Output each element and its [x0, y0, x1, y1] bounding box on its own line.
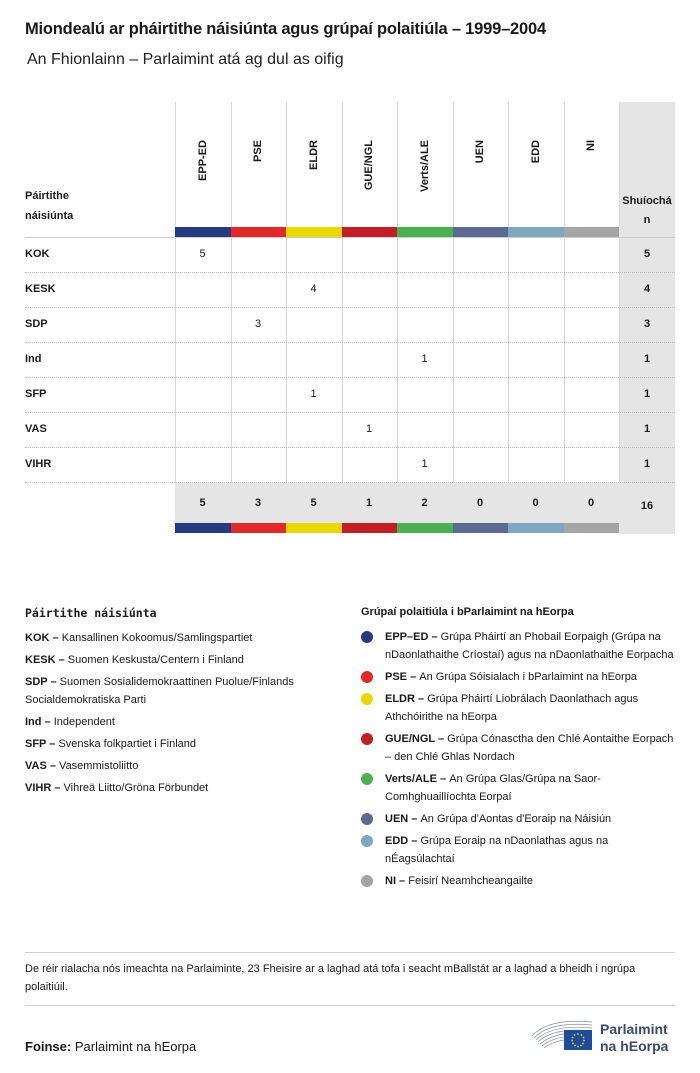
- group-header-label: ELDR: [307, 140, 320, 170]
- party-name: Suomen Keskusta/Centern i Finland: [67, 654, 244, 666]
- party-legend-item: SFP – Svenska folkpartiet i Finland: [25, 738, 197, 750]
- seats-header-line-2: n: [643, 214, 651, 226]
- group-column-header: [175, 102, 231, 227]
- party-legend-item: VIHR – Vihreä Liitto/Gröna Förbundet: [25, 782, 209, 794]
- group-color-dot-icon: [361, 733, 373, 745]
- party-code: VIHR: [25, 782, 52, 794]
- group-color-dot-icon: [361, 671, 373, 683]
- group-header-label: EDD: [529, 140, 542, 164]
- group-legend-item: NI – Feisirí Neamhcheangailte: [361, 872, 679, 890]
- party-code: KESK: [25, 654, 56, 666]
- group-name: An Grúpa Glas/Grúpa na Saor-Comhghuaillíochta Eorpaí: [385, 773, 601, 803]
- national-parties-legend: [25, 606, 345, 801]
- party-seat-total: 3: [643, 318, 651, 330]
- group-column-header: [508, 102, 564, 227]
- group-total: 0: [532, 497, 539, 509]
- group-legend-item: GUE/NGL – Grúpa Cónasctha den Chlé Aontaithe Eorpach – den Chlé Ghlas Nordach: [361, 730, 679, 766]
- group-color-bar: [286, 523, 342, 533]
- logo-line-2: na hEorpa: [600, 1038, 669, 1054]
- group-color-bar: [564, 523, 620, 533]
- group-code: PSE: [385, 671, 408, 683]
- divider: [25, 1005, 675, 1006]
- group-color-bar: [175, 227, 231, 237]
- party-name: Svenska folkpartiet i Finland: [58, 738, 197, 750]
- seat-count-cell: 4: [310, 283, 317, 295]
- party-row-label: Ind: [25, 353, 42, 365]
- party-row-label: KESK: [25, 283, 56, 295]
- group-total: 2: [421, 497, 428, 509]
- group-total: 0: [587, 497, 595, 509]
- group-code: Verts/ALE: [385, 773, 437, 785]
- group-code: EPP–ED: [385, 631, 429, 643]
- party-name: Kansallinen Kokoomus/Samlingspartiet: [61, 632, 253, 644]
- divider: [25, 952, 675, 953]
- party-code: SFP: [25, 738, 47, 750]
- row-divider: [25, 272, 675, 273]
- party-name: Independent: [53, 716, 115, 728]
- source-value: Parlaimint na hEorpa: [74, 1039, 197, 1054]
- group-color-dot-icon: [361, 773, 373, 785]
- party-legend-item: KESK – Suomen Keskusta/Centern i Finland: [25, 654, 244, 666]
- group-color-dot-icon: [361, 631, 373, 643]
- party-row-label: SDP: [25, 318, 48, 330]
- grand-total: 16: [640, 500, 654, 512]
- logo-line-1: Parlaimint: [600, 1021, 668, 1037]
- group-color-bar: [342, 227, 398, 237]
- group-name: Grúpa Cónasctha den Chlé Aontaithe Eorpach – den Chlé Ghlas Nordach: [385, 733, 674, 763]
- group-name: An Grúpa Sóisialach i bParlaimint na hEorpa: [419, 671, 637, 683]
- group-header-label: NI: [585, 140, 598, 151]
- group-color-dot-icon: [361, 875, 373, 887]
- party-code: SDP: [25, 676, 48, 688]
- party-header-line-1: Páirtithe: [25, 190, 70, 202]
- national-parties-heading: Páirtithe náisiúnta: [25, 606, 157, 620]
- page-title: Miondealú ar pháirtithe náisiúnta agus grúpaí polaitiúla – 1999–2004: [25, 20, 546, 38]
- group-color-bar: [286, 227, 342, 237]
- group-color-bar: [453, 523, 509, 533]
- group-color-bar: [231, 523, 287, 533]
- party-seat-total: 1: [643, 353, 651, 365]
- group-column-header: [286, 102, 342, 227]
- group-header-label: EPP-ED: [196, 140, 209, 181]
- group-color-bar: [453, 227, 509, 237]
- row-divider: [25, 482, 675, 483]
- seats-header-line-1: Shuíochá: [622, 195, 672, 207]
- group-code: EDD: [385, 835, 409, 847]
- row-divider: [25, 447, 675, 448]
- row-divider: [25, 307, 675, 308]
- source-label: Foinse:: [25, 1039, 72, 1054]
- group-name: Feisirí Neamhcheangailte: [408, 875, 533, 887]
- group-total: 1: [365, 497, 373, 509]
- party-row-label: VIHR: [25, 458, 52, 470]
- party-legend-item: KOK – Kansallinen Kokoomus/Samlingspartiet: [25, 632, 253, 644]
- group-color-bar: [397, 523, 453, 533]
- group-total: 3: [254, 497, 262, 509]
- group-column-header: [397, 102, 453, 227]
- header-rule: [25, 237, 675, 238]
- breakdown-table: [25, 102, 675, 534]
- group-color-bar: [175, 523, 231, 533]
- party-name: Suomen Sosialidemokraattinen Puolue/Finlands Socialdemokratiska Parti: [25, 676, 294, 706]
- party-seat-total: 5: [643, 248, 651, 260]
- group-header-label: UEN: [474, 140, 487, 164]
- group-name: An Grúpa d'Aontas d'Eoraip na Náisiún: [420, 813, 612, 825]
- group-header-label: Verts/ALE: [418, 140, 431, 192]
- group-legend-item: UEN – An Grúpa d'Aontas d'Eoraip na Náisiún: [361, 810, 679, 828]
- row-divider: [25, 342, 675, 343]
- party-legend-item: SDP – Suomen Sosialidemokraattinen Puolue/Finlands Socialdemokratiska Parti: [25, 676, 294, 706]
- seat-count-cell: 1: [310, 388, 317, 400]
- party-code: VAS: [25, 760, 47, 772]
- group-legend-item: ELDR – Grúpa Pháirtí Liobrálach Daonlathach agus Athchóirithe na hEorpa: [361, 690, 679, 726]
- group-column-header: [231, 102, 287, 227]
- group-color-bar: [508, 227, 564, 237]
- party-legend-item: Ind – Independent: [25, 716, 115, 728]
- party-row-label: KOK: [25, 248, 50, 260]
- group-color-bar: [397, 227, 453, 237]
- party-row-label: SFP: [25, 388, 47, 400]
- group-name: Grúpa Pháirtí an Phobail Eorpaigh (Grúpa na nDaonlathaithe Críostaí) agus na nDaonlathaithe Eorpacha: [385, 631, 674, 661]
- political-groups-heading: Grúpaí polaitiúla i bParlaimint na hEorpa: [361, 606, 574, 618]
- group-name: Grúpa Pháirtí Liobrálach Daonlathach agus Athchóirithe na hEorpa: [385, 693, 639, 723]
- group-code: ELDR: [385, 693, 415, 705]
- group-total: 5: [199, 497, 206, 509]
- group-code: GUE/NGL: [385, 733, 435, 745]
- group-legend-item: Verts/ALE – An Grúpa Glas/Grúpa na Saor-Comhghuaillíochta Eorpaí: [361, 770, 679, 806]
- party-name: Vihreä Liitto/Gröna Förbundet: [63, 782, 209, 794]
- group-color-dot-icon: [361, 693, 373, 705]
- group-total: 5: [310, 497, 317, 509]
- group-color-bar: [508, 523, 564, 533]
- seat-count-cell: 5: [199, 248, 206, 260]
- group-total: 0: [476, 497, 484, 509]
- party-seat-total: 1: [643, 423, 651, 435]
- seats-column-header: [619, 192, 675, 230]
- party-seat-total: 1: [643, 458, 651, 470]
- group-color-bar: [231, 227, 287, 237]
- group-column-header: [453, 102, 509, 227]
- group-color-dot-icon: [361, 835, 373, 847]
- logo-wordmark: [600, 1021, 668, 1055]
- page-subtitle: An Fhionlainn – Parlaimint atá ag dul as oifig: [27, 51, 344, 68]
- group-header-label: PSE: [252, 140, 265, 163]
- party-row-label: VAS: [25, 423, 47, 435]
- group-column-header: [564, 102, 620, 227]
- group-legend-item: EDD – Grúpa Eoraip na nDaonlathas agus na nÉagsúlachtaí: [361, 832, 679, 868]
- group-header-label: GUE/NGL: [363, 140, 376, 191]
- group-name: Grúpa Eoraip na nDaonlathas agus na nÉagsúlachtaí: [385, 835, 609, 865]
- party-seat-total: 4: [643, 283, 651, 295]
- party-name: Vasemmistoliitto: [59, 760, 139, 772]
- party-code: KOK: [25, 632, 50, 644]
- group-code: NI: [385, 875, 396, 887]
- source-line: [25, 1039, 196, 1054]
- seat-count-cell: 1: [365, 423, 373, 435]
- party-column-header: [25, 186, 145, 226]
- group-code: UEN: [385, 813, 409, 825]
- group-color-bar: [342, 523, 398, 533]
- party-header-line-2: náisiúnta: [25, 210, 74, 222]
- party-code: Ind: [25, 716, 42, 728]
- group-legend-item: PSE – An Grúpa Sóisialach i bParlaimint na hEorpa: [361, 668, 679, 686]
- column-divider: [619, 102, 620, 227]
- party-legend-item: VAS – Vasemmistoliitto: [25, 760, 139, 772]
- group-color-dot-icon: [361, 813, 373, 825]
- seat-count-cell: 1: [421, 458, 428, 470]
- seat-count-cell: 1: [421, 353, 428, 365]
- group-legend-item: EPP–ED – Grúpa Pháirtí an Phobail Eorpaigh (Grúpa na nDaonlathaithe Críostaí) agus na nDaonlathaithe Eorpacha: [361, 628, 679, 664]
- group-color-bar: [564, 227, 620, 237]
- group-column-header: [342, 102, 398, 227]
- party-seat-total: 1: [643, 388, 651, 400]
- row-divider: [25, 377, 675, 378]
- political-groups-legend: [361, 606, 679, 894]
- footnote: De réir rialacha nós imeachta na Parlaiminte, 23 Fheisire ar a laghad atá tofa i seacht mBallstát ar a laghad a bheidh i ngrúpa polaitiúil.: [25, 963, 636, 993]
- seat-count-cell: 3: [254, 318, 262, 330]
